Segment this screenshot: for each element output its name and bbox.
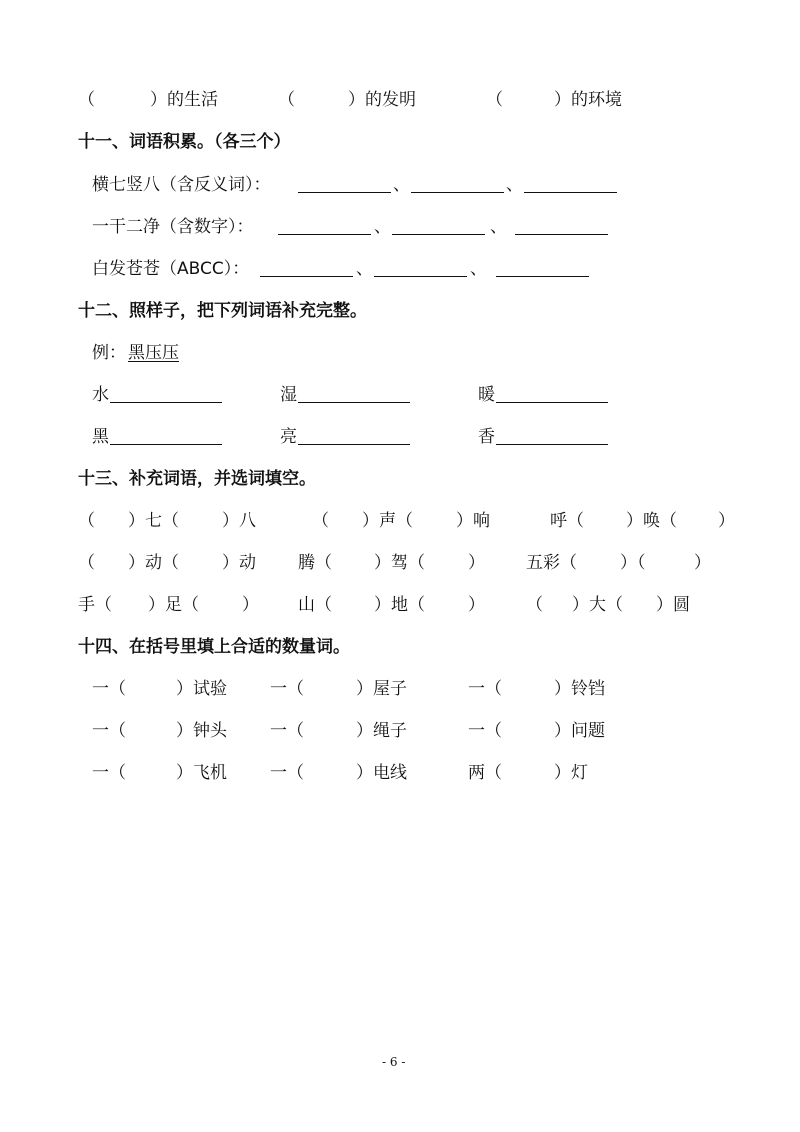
answer-blank[interactable] [515, 234, 608, 235]
fill-text: ）电线 [356, 763, 407, 783]
separator: 、 [374, 217, 391, 237]
answer-blank[interactable] [298, 444, 410, 445]
fill-text: ）动（ [128, 553, 179, 573]
word-char: 暖 [478, 385, 495, 405]
answer-blank[interactable] [110, 444, 222, 445]
fill-text: ）大（ [572, 595, 623, 615]
fill-text: ） [468, 595, 485, 615]
fill-text: ）唤（ [626, 511, 677, 531]
answer-blank[interactable] [392, 234, 485, 235]
section-11-title: 十一、词语积累。（各三个） [78, 132, 291, 152]
word-char: 水 [92, 385, 109, 405]
answer-blank[interactable] [374, 276, 467, 277]
page-number: - 6 - [382, 1055, 406, 1069]
paren-open: （ [278, 90, 295, 110]
separator: 、 [356, 259, 373, 279]
paren-open: （ [78, 90, 95, 110]
fill-text: ） [242, 595, 259, 615]
paren-open: （ [486, 90, 503, 110]
fill-text: （ [312, 511, 329, 531]
fill-text: 一（ [92, 721, 126, 741]
fill-text: ） [718, 511, 735, 531]
fill-text: 两（ [468, 763, 502, 783]
fill-text: 呼（ [550, 511, 584, 531]
fill-text: ）绳子 [356, 721, 407, 741]
fill-text: 一（ [270, 721, 304, 741]
separator: 、 [470, 259, 487, 279]
word-char: 黑 [92, 427, 109, 447]
answer-blank[interactable] [496, 444, 608, 445]
fill-text: 一（ [270, 763, 304, 783]
fill-text: ）钟头 [176, 721, 227, 741]
fill-text: 一（ [92, 679, 126, 699]
answer-blank[interactable] [496, 402, 608, 403]
example-prefix: 例： [92, 343, 126, 363]
example-word: 黑压压 [128, 343, 179, 363]
fill-text: 一（ [92, 763, 126, 783]
fill-text: 一（ [468, 679, 502, 699]
fill-text: 一（ [270, 679, 304, 699]
section-14-title: 十四、在括号里填上合适的数量词。 [78, 637, 350, 657]
fill-text: ）圆 [656, 595, 690, 615]
fill-text: 腾（ [298, 553, 332, 573]
s11-row-label: 一干二净（含数字）： [92, 217, 254, 237]
fill-label-environment: ）的环境 [554, 90, 622, 110]
answer-blank[interactable] [524, 192, 617, 193]
section-13-title: 十三、补充词语，并选词填空。 [78, 469, 316, 489]
answer-blank[interactable] [110, 402, 222, 403]
fill-label-invention: ）的发明 [348, 90, 416, 110]
fill-text: ）七（ [128, 511, 179, 531]
fill-text: ） [694, 553, 711, 573]
separator: 、 [393, 175, 410, 195]
fill-text: ）地（ [374, 595, 425, 615]
word-char: 香 [478, 427, 495, 447]
fill-text: ）铃铛 [554, 679, 605, 699]
s11-row-label: 白发苍苍（ABCC）： [92, 259, 250, 279]
fill-text: 一（ [468, 721, 502, 741]
fill-text: ）灯 [554, 763, 588, 783]
answer-blank[interactable] [260, 276, 353, 277]
answer-blank[interactable] [298, 402, 410, 403]
separator: 、 [506, 175, 523, 195]
fill-text: ）响 [456, 511, 490, 531]
fill-text: ）飞机 [176, 763, 227, 783]
answer-blank[interactable] [496, 276, 589, 277]
fill-text: ）问题 [554, 721, 605, 741]
fill-text: ）（ [620, 553, 646, 573]
fill-text: （ [526, 595, 543, 615]
fill-text: ）声（ [362, 511, 413, 531]
answer-blank[interactable] [298, 192, 391, 193]
separator: 、 [490, 217, 507, 237]
word-char: 亮 [280, 427, 297, 447]
fill-label-life: ）的生活 [150, 90, 218, 110]
fill-text: 五彩（ [526, 553, 577, 573]
word-char: 湿 [280, 385, 297, 405]
section-12-title: 十二、照样子，把下列词语补充完整。 [78, 301, 367, 321]
s11-row-label: 横七竖八（含反义词）： [92, 175, 271, 195]
answer-blank[interactable] [278, 234, 371, 235]
fill-text: ）足（ [148, 595, 199, 615]
fill-text: ）屋子 [356, 679, 407, 699]
fill-text: ）试验 [176, 679, 227, 699]
fill-text: ）八 [222, 511, 256, 531]
fill-text: ）动 [222, 553, 256, 573]
fill-text: ）驾（ [374, 553, 425, 573]
fill-text: 手（ [78, 595, 112, 615]
fill-text: （ [78, 511, 95, 531]
fill-text: ） [468, 553, 485, 573]
fill-text: （ [78, 553, 95, 573]
fill-text: 山（ [298, 595, 332, 615]
answer-blank[interactable] [411, 192, 504, 193]
